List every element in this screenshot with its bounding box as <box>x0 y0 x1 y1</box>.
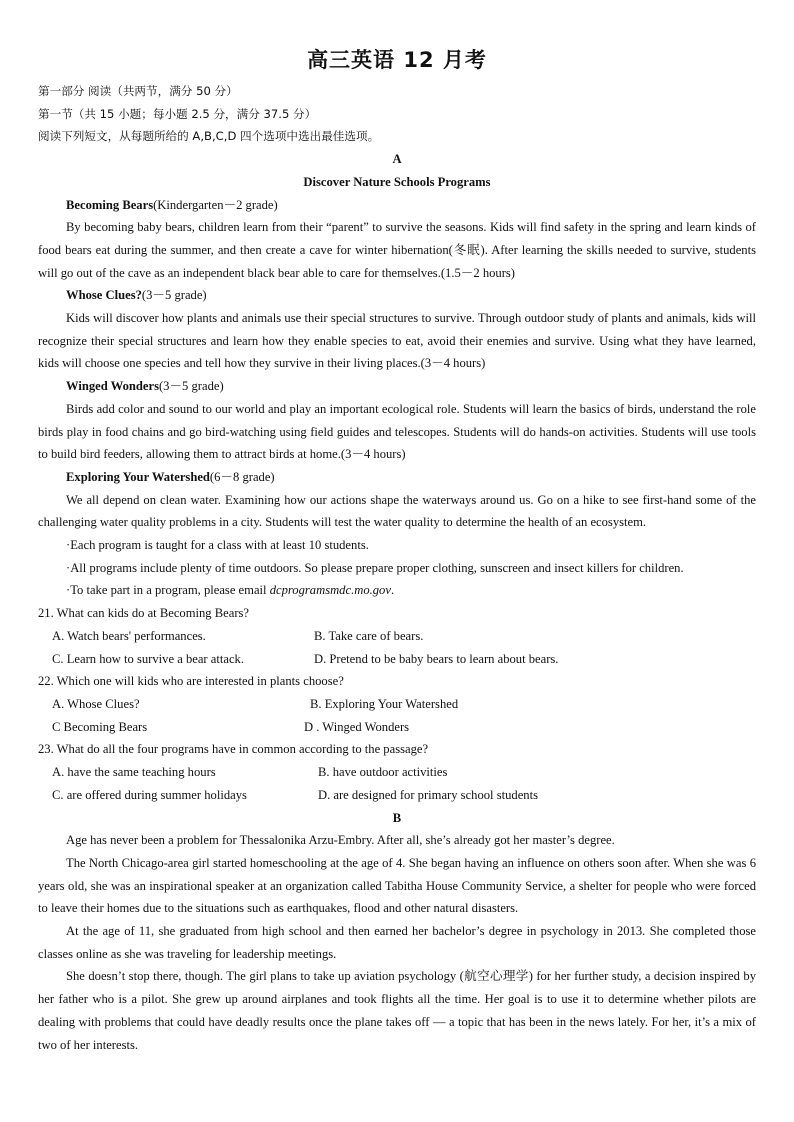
exam-page <box>38 40 756 1056</box>
option: A. Watch bears' performances. <box>52 628 206 643</box>
program-note-email <box>38 579 756 602</box>
option: C Becoming Bears <box>52 719 148 734</box>
program-grade: (6－8 grade) <box>209 469 275 484</box>
option: C. Learn how to survive a bear attack. <box>52 651 244 666</box>
program-grade: (3－5 grade) <box>158 379 224 394</box>
question-options <box>38 648 756 671</box>
page-title: 高三英语 12 月考 <box>307 48 487 72</box>
passage-b-paragraph: She doesn’t stop there, though. The girl plans to take up aviation psychology (航空心理学) for her further study, a decision inspired by her father who is a pilot. She grew up around airplanes and took flights all the time. Her goal is to use it to determine whether pilots are dealing with problems that could have deadly results once the plane takes off — a topic that has been in the news lately. For her, it’s a mix of two of her interests. <box>38 969 756 1052</box>
passage-a-title: Discover Nature Schools Programs <box>303 174 491 189</box>
email-suffix: . <box>390 583 395 598</box>
question-stem: 22. Which one will kids who are interested in plants choose? <box>38 674 344 689</box>
option: D. are designed for primary school students <box>318 787 538 802</box>
option: D . Winged Wonders <box>304 719 410 734</box>
option: A. Whose Clues? <box>52 696 140 711</box>
program-grade: (Kindergarten－2 grade) <box>153 197 278 212</box>
passage-b-paragraph: At the age of 11, she graduated from high school and then earned her bachelor’s degree in psychology in 2013. She completed those classes online as she was traveling for leadership meetings. <box>38 924 756 961</box>
passage-a-label: A <box>392 152 402 167</box>
option: D. Pretend to be baby bears to learn about bears. <box>314 651 559 666</box>
question-options <box>38 784 756 807</box>
email-prefix: ·To take part in a program, please email <box>66 583 270 598</box>
instruction-directions: 阅读下列短文，从每题所给的 A,B,C,D 四个选项中选出最佳选项。 <box>38 129 380 144</box>
program-description: We all depend on clean water. Examining how our actions shape the waterways around us. Go on a hike to see first-hand some of the challenging water quality problems in a city. Students will test the water quality to determine the health of an ecosystem. <box>38 492 756 530</box>
program-description: By becoming baby bears, children learn from their “parent” to survive the seasons. Kids will find safety in the spring and learn kinds of food bears eat during the summer, and then create a cave for winter hibernation(冬眠). After learning the skills needed to survive, students will go out of the cave as an independent black bear able to care for themselves.(1.5－2 hours) <box>38 220 756 280</box>
program-heading <box>38 284 756 307</box>
passage-b-paragraph: The North Chicago-area girl started homeschooling at the age of 4. She began having an influence on others soon after. When she was 6 years old, she was an inspirational speaker at an organization called Tabitha House Community Service, a shelter for people who were forced to leave their homes due to the situations such as earthquakes, flood and other natural disasters. <box>38 855 756 916</box>
program-description: Kids will discover how plants and animals use their special structures to survive. Through outdoor study of plants and animals, kids will recognize their special structures and learn how they enable species to eat, avoid their enemies and survive. Using what they have learned, kids will choose one species and tell how they survive in their living places.(3－4 hours) <box>38 311 756 371</box>
program-description: Birds add color and sound to our world and play an important ecological role. Students will learn the basics of birds, understand the role birds play in food chains and go bird-watching using field guides and telescopes. Students will do hands-on activities. Students will use tools to build bird feeders, allowing them to attract birds at home.(3－4 hours) <box>38 401 756 462</box>
program-name: Winged Wonders <box>66 379 159 394</box>
program-name: Whose Clues? <box>66 288 142 303</box>
program-heading <box>38 375 756 398</box>
program-heading <box>38 194 756 217</box>
email-address: dcprogramsmdc.mo.gov <box>269 583 391 598</box>
question-stem: 23. What do all the four programs have in common according to the passage? <box>38 742 429 757</box>
option: C. are offered during summer holidays <box>52 787 247 802</box>
program-name: Becoming Bears <box>66 197 154 212</box>
question-options <box>38 761 756 784</box>
passage-b-paragraph: Age has never been a problem for Thessalonika Arzu-Embry. After all, she’s already got her master’s degree. <box>66 833 615 848</box>
program-note: ·Each program is taught for a class with at least 10 students. <box>66 538 369 553</box>
option: B. Take care of bears. <box>314 628 424 643</box>
question-options <box>38 693 756 716</box>
question-options <box>38 625 756 648</box>
instruction-part: 第一部分 阅读（共两节，满分 50 分） <box>38 84 238 98</box>
option: A. have the same teaching hours <box>52 765 216 780</box>
program-grade: (3－5 grade) <box>141 288 207 303</box>
program-name: Exploring Your Watershed <box>66 469 210 484</box>
question-stem: 21. What can kids do at Becoming Bears? <box>38 606 250 621</box>
question-options <box>38 716 756 739</box>
option: B. have outdoor activities <box>318 765 448 780</box>
instruction-section: 第一节（共 15 小题；每小题 2.5 分，满分 37.5 分） <box>38 106 317 121</box>
option: B. Exploring Your Watershed <box>310 696 459 711</box>
program-note: ·All programs include plenty of time outdoors. So please prepare proper clothing, sunscreen and insect killers for children. <box>66 560 684 575</box>
passage-b-label: B <box>392 810 402 825</box>
program-heading <box>38 466 756 489</box>
